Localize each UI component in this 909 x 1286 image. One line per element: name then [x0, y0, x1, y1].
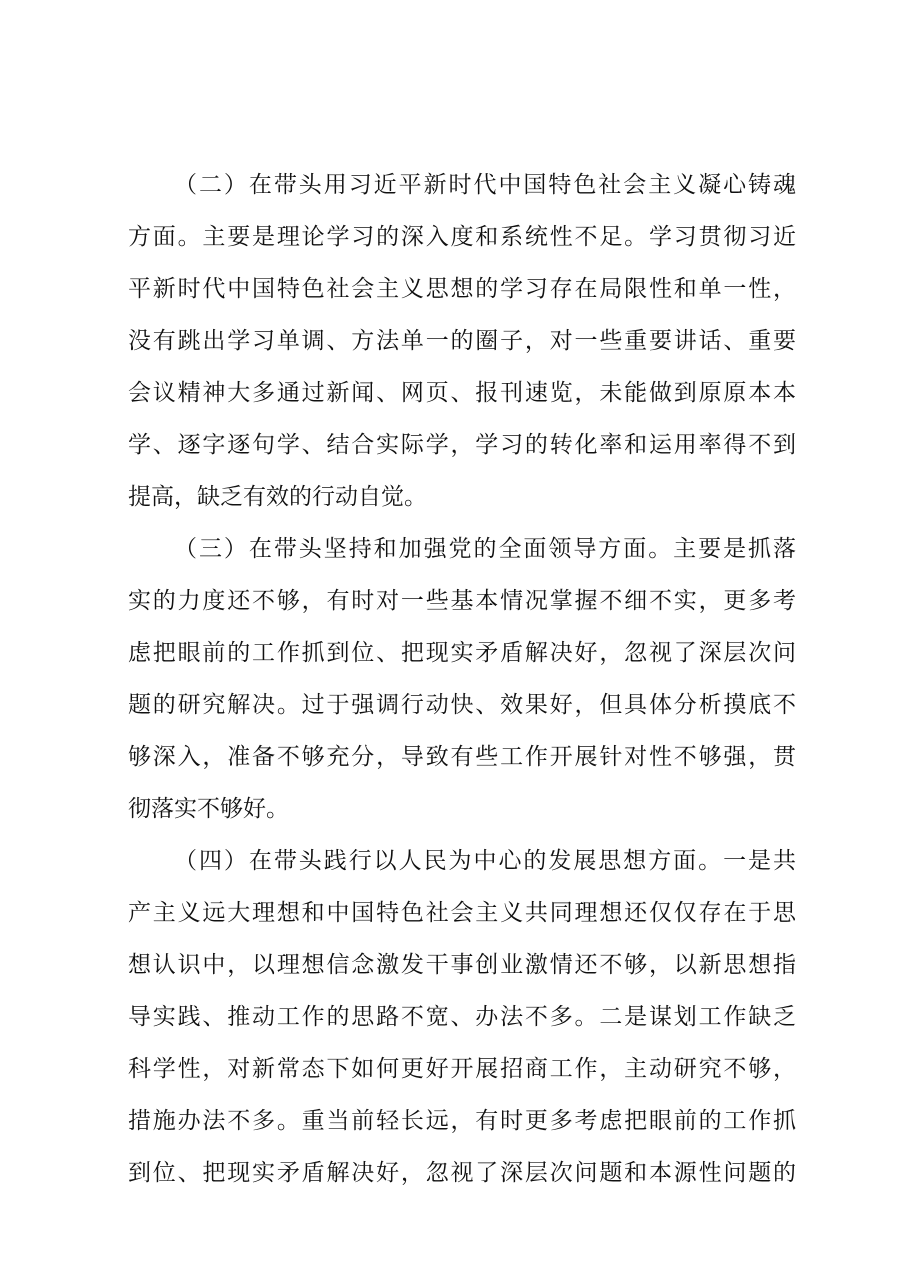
paragraph-4-line-6: 措施办法不多。重当前轻长远，有时更多考虑把眼前的工作抓 — [128, 1108, 796, 1134]
paragraph-3-line-2: 实的力度还不够，有时对一些基本情况掌握不细不实，更多考 — [128, 588, 796, 614]
paragraph-4-line-5: 科学性，对新常态下如何更好开展招商工作，主动研究不够， — [128, 1056, 796, 1082]
paragraph-3-line-6: 彻落实不够好。 — [128, 796, 289, 822]
paragraph-2-line-6: 学、逐字逐句学、结合实际学，学习的转化率和运用率得不到 — [128, 432, 796, 458]
paragraph-4-line-4: 导实践、推动工作的思路不宽、办法不多。二是谋划工作缺乏 — [128, 1004, 796, 1030]
paragraph-3-line-4: 题的研究解决。过于强调行动快、效果好，但具体分析摸底不 — [128, 692, 796, 718]
paragraph-2-line-4: 没有跳出学习单调、方法单一的圈子，对一些重要讲话、重要 — [128, 328, 796, 354]
paragraph-4-line-1: （四）在带头践行以人民为中心的发展思想方面。一是共 — [174, 848, 796, 874]
paragraph-4-line-7: 到位、把现实矛盾解决好，忽视了深层次问题和本源性问题的 — [128, 1160, 796, 1186]
paragraph-2-line-2: 方面。主要是理论学习的深入度和系统性不足。学习贯彻习近 — [128, 224, 796, 250]
paragraph-2-line-1: （二）在带头用习近平新时代中国特色社会主义凝心铸魂 — [174, 172, 796, 198]
paragraph-4-line-2: 产主义远大理想和中国特色社会主义共同理想还仅仅存在于思 — [128, 900, 796, 926]
paragraph-3-line-3: 虑把眼前的工作抓到位、把现实矛盾解决好，忽视了深层次问 — [128, 640, 796, 666]
paragraph-4-line-3: 想认识中，以理想信念激发干事创业激情还不够，以新思想指 — [128, 952, 796, 978]
paragraph-3-line-5: 够深入，准备不够充分，导致有些工作开展针对性不够强，贯 — [128, 744, 796, 770]
paragraph-2-line-5: 会议精神大多通过新闻、网页、报刊速览，未能做到原原本本 — [128, 380, 796, 406]
paragraph-2-line-3: 平新时代中国特色社会主义思想的学习存在局限性和单一性， — [128, 276, 796, 302]
paragraph-2-line-7: 提高，缺乏有效的行动自觉。 — [128, 484, 427, 510]
paragraph-3-line-1: （三）在带头坚持和加强党的全面领导方面。主要是抓落 — [174, 536, 796, 562]
